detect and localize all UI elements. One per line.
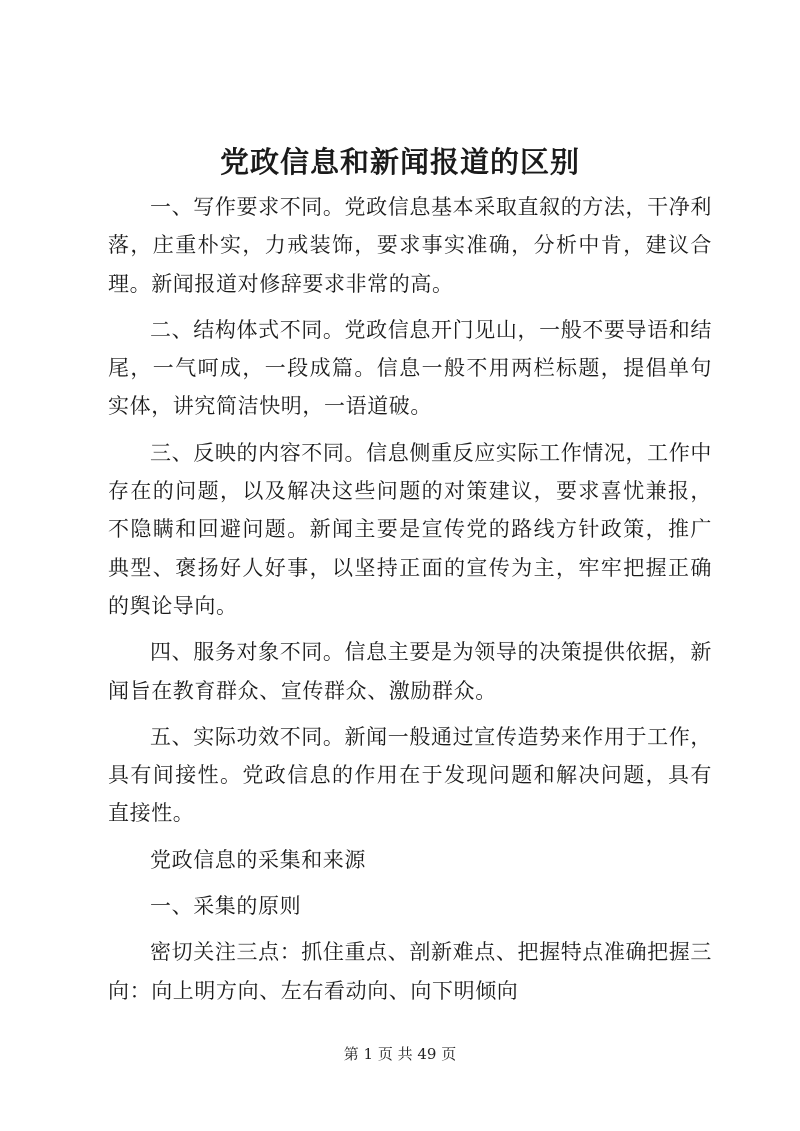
paragraph-actual-effect: 五、实际功效不同。新闻一般通过宣传造势来作用于工作，具有间接性。党政信息的作用在于发现问题和解决问题，具有直接性。 [108,724,712,826]
paragraph-three-points: 密切关注三点：抓住重点、剖新难点、把握特点准确把握三向：向上明方向、左右看动向、向下明倾向 [108,940,712,1003]
paragraph-structure-format: 二、结构体式不同。党政信息开门见山，一般不要导语和结尾，一气呵成，一段成篇。信息一般不用两栏标题，提倡单句实体，讲究简洁快明，一语道破。 [108,317,712,419]
page-number-footer: 第 1 页 共 49 页 [343,1045,457,1063]
document-title: 党政信息和新闻报道的区别 [219,145,580,179]
paragraph-content-reflected: 三、反映的内容不同。信息侧重反应实际工作情况，工作中存在的问题，以及解决这些问题的对策建议，要求喜忧兼报，不隐瞒和回避问题。新闻主要是宣传党的路线方针政策，推广典型、褒扬好人好事，以坚持正面的宣传为主，牢牢把握正确的舆论导向。 [108,440,712,618]
paragraph-service-target: 四、服务对象不同。信息主要是为领导的决策提供依据，新闻旨在教育群众、宣传群众、激励群众。 [108,640,712,703]
subsection-heading-collection-principles: 一、采集的原则 [150,894,302,919]
section-heading-collection-sources: 党政信息的采集和来源 [150,847,366,872]
paragraph-writing-requirements: 一、写作要求不同。党政信息基本采取直叙的方法，干净利落，庄重朴实，力戒装饰，要求事实准确，分析中肯，建议合理。新闻报道对修辞要求非常的高。 [108,195,712,296]
document-body [108,188,712,1010]
